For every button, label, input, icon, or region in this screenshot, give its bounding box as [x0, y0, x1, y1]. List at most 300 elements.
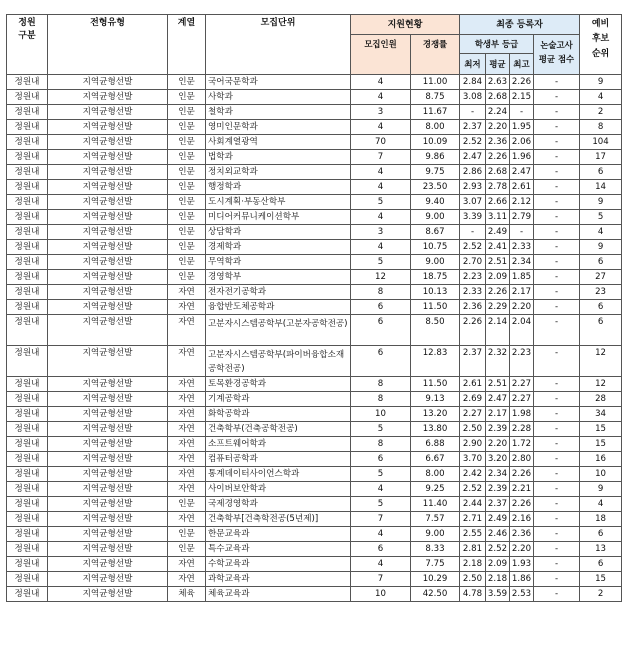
- grade-max-cell: 2.26: [510, 75, 534, 90]
- type-cell: 지역균형선발: [48, 557, 168, 572]
- header-type: 전형유형: [48, 15, 168, 75]
- unit-cell: 국제경영학과: [206, 497, 351, 512]
- grade-avg-cell: 2.39: [486, 482, 510, 497]
- waitlist-cell: 9: [580, 195, 622, 210]
- type-cell: 지역균형선발: [48, 392, 168, 407]
- grade-max-cell: 2.47: [510, 165, 534, 180]
- grade-avg-cell: 2.09: [486, 557, 510, 572]
- grade-max-cell: 1.96: [510, 150, 534, 165]
- essay-cell: -: [534, 270, 580, 285]
- unit-cell: 미디어커뮤니케이션학부: [206, 210, 351, 225]
- ratio-cell: 9.00: [411, 210, 460, 225]
- waitlist-cell: 4: [580, 497, 622, 512]
- group-cell: 정원내: [7, 587, 48, 602]
- type-cell: 지역균형선발: [48, 346, 168, 377]
- grade-min-cell: 2.42: [460, 467, 486, 482]
- grade-min-cell: 2.71: [460, 512, 486, 527]
- grade-avg-cell: 2.68: [486, 90, 510, 105]
- type-cell: 지역균형선발: [48, 315, 168, 346]
- grade-min-cell: 2.23: [460, 270, 486, 285]
- unit-cell: 토목환경공학과: [206, 377, 351, 392]
- quota-cell: 4: [351, 210, 411, 225]
- type-cell: 지역균형선발: [48, 255, 168, 270]
- waitlist-cell: 5: [580, 210, 622, 225]
- waitlist-cell: 23: [580, 285, 622, 300]
- type-cell: 지역균형선발: [48, 225, 168, 240]
- waitlist-cell: 6: [580, 315, 622, 346]
- essay-cell: -: [534, 165, 580, 180]
- essay-cell: -: [534, 572, 580, 587]
- grade-max-cell: 2.27: [510, 377, 534, 392]
- grade-max-cell: 2.80: [510, 452, 534, 467]
- track-cell: 체육: [168, 587, 206, 602]
- track-cell: 자연: [168, 422, 206, 437]
- group-cell: 정원내: [7, 120, 48, 135]
- table-row: [7, 497, 622, 512]
- waitlist-cell: 16: [580, 452, 622, 467]
- grade-avg-cell: 2.26: [486, 285, 510, 300]
- grade-avg-cell: 2.09: [486, 270, 510, 285]
- unit-cell: 법학과: [206, 150, 351, 165]
- waitlist-cell: 12: [580, 377, 622, 392]
- waitlist-cell: 9: [580, 75, 622, 90]
- essay-cell: -: [534, 407, 580, 422]
- group-cell: 정원내: [7, 527, 48, 542]
- type-cell: 지역균형선발: [48, 180, 168, 195]
- quota-cell: 4: [351, 120, 411, 135]
- essay-cell: -: [534, 497, 580, 512]
- essay-cell: -: [534, 285, 580, 300]
- track-cell: 인문: [168, 527, 206, 542]
- grade-min-cell: 2.47: [460, 150, 486, 165]
- table-row: [7, 105, 622, 120]
- grade-min-cell: 2.81: [460, 542, 486, 557]
- grade-min-cell: -: [460, 225, 486, 240]
- table-body: [7, 75, 622, 602]
- unit-cell: 소프트웨어학과: [206, 437, 351, 452]
- grade-max-cell: 1.72: [510, 437, 534, 452]
- track-cell: 인문: [168, 75, 206, 90]
- grade-avg-cell: 2.51: [486, 255, 510, 270]
- grade-avg-cell: 2.20: [486, 437, 510, 452]
- table-row: [7, 392, 622, 407]
- ratio-cell: 11.50: [411, 300, 460, 315]
- type-cell: 지역균형선발: [48, 195, 168, 210]
- quota-cell: 4: [351, 75, 411, 90]
- essay-cell: -: [534, 180, 580, 195]
- grade-min-cell: 3.39: [460, 210, 486, 225]
- grade-max-cell: 2.15: [510, 90, 534, 105]
- waitlist-cell: 4: [580, 225, 622, 240]
- group-cell: 정원내: [7, 437, 48, 452]
- grade-min-cell: 3.70: [460, 452, 486, 467]
- essay-cell: -: [534, 135, 580, 150]
- grade-avg-cell: 2.29: [486, 300, 510, 315]
- track-cell: 자연: [168, 346, 206, 377]
- essay-cell: -: [534, 120, 580, 135]
- essay-cell: -: [534, 527, 580, 542]
- waitlist-cell: 10: [580, 467, 622, 482]
- unit-cell: 사이버보안학과: [206, 482, 351, 497]
- grade-avg-cell: 3.20: [486, 452, 510, 467]
- ratio-cell: 11.40: [411, 497, 460, 512]
- grade-avg-cell: 2.63: [486, 75, 510, 90]
- track-cell: 인문: [168, 542, 206, 557]
- essay-cell: -: [534, 105, 580, 120]
- unit-cell: 기계공학과: [206, 392, 351, 407]
- ratio-cell: 9.13: [411, 392, 460, 407]
- grade-max-cell: 2.61: [510, 180, 534, 195]
- grade-min-cell: 2.84: [460, 75, 486, 90]
- unit-cell: 고분자시스템공학부(파이버융합소재공학전공): [206, 346, 351, 377]
- grade-max-cell: 2.34: [510, 255, 534, 270]
- grade-max-cell: 2.27: [510, 392, 534, 407]
- grade-avg-cell: 2.47: [486, 392, 510, 407]
- table-row: [7, 542, 622, 557]
- table-row: [7, 315, 622, 346]
- quota-cell: 5: [351, 422, 411, 437]
- group-cell: 정원내: [7, 300, 48, 315]
- unit-cell: 도시계획·부동산학부: [206, 195, 351, 210]
- grade-avg-cell: 3.59: [486, 587, 510, 602]
- type-cell: 지역균형선발: [48, 105, 168, 120]
- group-cell: 정원내: [7, 210, 48, 225]
- group-cell: 정원내: [7, 542, 48, 557]
- essay-cell: -: [534, 377, 580, 392]
- group-cell: 정원내: [7, 557, 48, 572]
- grade-avg-cell: 2.26: [486, 150, 510, 165]
- ratio-cell: 7.57: [411, 512, 460, 527]
- essay-cell: -: [534, 315, 580, 346]
- type-cell: 지역균형선발: [48, 422, 168, 437]
- grade-min-cell: 2.69: [460, 392, 486, 407]
- grade-avg-cell: 2.39: [486, 422, 510, 437]
- essay-cell: -: [534, 255, 580, 270]
- quota-cell: 6: [351, 542, 411, 557]
- track-cell: 자연: [168, 315, 206, 346]
- quota-cell: 12: [351, 270, 411, 285]
- quota-cell: 7: [351, 150, 411, 165]
- grade-avg-cell: 2.14: [486, 315, 510, 346]
- group-cell: 정원내: [7, 135, 48, 150]
- group-cell: 정원내: [7, 165, 48, 180]
- essay-cell: -: [534, 392, 580, 407]
- type-cell: 지역균형선발: [48, 587, 168, 602]
- group-cell: 정원내: [7, 285, 48, 300]
- quota-cell: 5: [351, 195, 411, 210]
- group-cell: 정원내: [7, 225, 48, 240]
- header-grade-avg: 평균: [486, 54, 510, 75]
- waitlist-cell: 6: [580, 255, 622, 270]
- grade-avg-cell: 2.17: [486, 407, 510, 422]
- table-row: [7, 300, 622, 315]
- waitlist-cell: 34: [580, 407, 622, 422]
- quota-cell: 8: [351, 285, 411, 300]
- waitlist-cell: 14: [580, 180, 622, 195]
- quota-cell: 5: [351, 255, 411, 270]
- table-row: [7, 377, 622, 392]
- type-cell: 지역균형선발: [48, 165, 168, 180]
- table-row: [7, 452, 622, 467]
- grade-max-cell: 2.26: [510, 467, 534, 482]
- grade-min-cell: 2.36: [460, 300, 486, 315]
- header-applicants: 지원현황: [351, 15, 460, 35]
- waitlist-cell: 2: [580, 587, 622, 602]
- unit-cell: 특수교육과: [206, 542, 351, 557]
- unit-cell: 융합반도체공학과: [206, 300, 351, 315]
- table-row: [7, 422, 622, 437]
- waitlist-cell: 8: [580, 120, 622, 135]
- type-cell: 지역균형선발: [48, 90, 168, 105]
- grade-min-cell: 2.37: [460, 346, 486, 377]
- type-cell: 지역균형선발: [48, 467, 168, 482]
- quota-cell: 6: [351, 300, 411, 315]
- track-cell: 인문: [168, 120, 206, 135]
- grade-min-cell: 2.93: [460, 180, 486, 195]
- type-cell: 지역균형선발: [48, 270, 168, 285]
- grade-min-cell: 2.33: [460, 285, 486, 300]
- unit-cell: 경영학부: [206, 270, 351, 285]
- ratio-cell: 11.50: [411, 377, 460, 392]
- type-cell: 지역균형선발: [48, 542, 168, 557]
- quota-cell: 4: [351, 165, 411, 180]
- group-cell: 정원내: [7, 255, 48, 270]
- essay-cell: -: [534, 346, 580, 377]
- group-cell: 정원내: [7, 75, 48, 90]
- grade-min-cell: 2.50: [460, 422, 486, 437]
- unit-cell: 한문교육과: [206, 527, 351, 542]
- track-cell: 인문: [168, 135, 206, 150]
- group-cell: 정원내: [7, 195, 48, 210]
- ratio-cell: 9.75: [411, 165, 460, 180]
- grade-max-cell: 1.86: [510, 572, 534, 587]
- grade-avg-cell: 2.41: [486, 240, 510, 255]
- ratio-cell: 13.20: [411, 407, 460, 422]
- table-row: [7, 482, 622, 497]
- essay-cell: -: [534, 90, 580, 105]
- quota-cell: 10: [351, 407, 411, 422]
- grade-avg-cell: 2.49: [486, 225, 510, 240]
- grade-max-cell: 2.06: [510, 135, 534, 150]
- grade-min-cell: 4.78: [460, 587, 486, 602]
- quota-cell: 5: [351, 497, 411, 512]
- grade-max-cell: 2.12: [510, 195, 534, 210]
- track-cell: 인문: [168, 150, 206, 165]
- table-row: [7, 587, 622, 602]
- quota-cell: 7: [351, 572, 411, 587]
- essay-cell: -: [534, 75, 580, 90]
- group-cell: 정원내: [7, 240, 48, 255]
- group-cell: 정원내: [7, 270, 48, 285]
- type-cell: 지역균형선발: [48, 497, 168, 512]
- track-cell: 인문: [168, 210, 206, 225]
- header-group: 정원 구분: [7, 15, 48, 75]
- ratio-cell: 10.75: [411, 240, 460, 255]
- type-cell: 지역균형선발: [48, 437, 168, 452]
- ratio-cell: 23.50: [411, 180, 460, 195]
- grade-max-cell: 1.98: [510, 407, 534, 422]
- admissions-table: [6, 14, 622, 602]
- ratio-cell: 9.00: [411, 527, 460, 542]
- header-unit: 모집단위: [206, 15, 351, 75]
- track-cell: 인문: [168, 240, 206, 255]
- ratio-cell: 42.50: [411, 587, 460, 602]
- essay-cell: -: [534, 225, 580, 240]
- header-grade: 학생부 등급: [460, 35, 534, 54]
- quota-cell: 4: [351, 482, 411, 497]
- group-cell: 정원내: [7, 407, 48, 422]
- track-cell: 인문: [168, 225, 206, 240]
- ratio-cell: 11.00: [411, 75, 460, 90]
- grade-max-cell: 2.21: [510, 482, 534, 497]
- grade-min-cell: 3.08: [460, 90, 486, 105]
- unit-cell: 컴퓨터공학과: [206, 452, 351, 467]
- quota-cell: 8: [351, 392, 411, 407]
- grade-max-cell: 2.28: [510, 422, 534, 437]
- table-row: [7, 255, 622, 270]
- ratio-cell: 8.50: [411, 315, 460, 346]
- quota-cell: 7: [351, 512, 411, 527]
- table-row: [7, 572, 622, 587]
- group-cell: 정원내: [7, 572, 48, 587]
- grade-min-cell: 2.86: [460, 165, 486, 180]
- track-cell: 자연: [168, 377, 206, 392]
- header-grade-max: 최고: [510, 54, 534, 75]
- grade-avg-cell: 2.52: [486, 542, 510, 557]
- table-row: [7, 270, 622, 285]
- header-grade-min: 최저: [460, 54, 486, 75]
- table-row: [7, 225, 622, 240]
- type-cell: 지역균형선발: [48, 572, 168, 587]
- grade-avg-cell: 2.66: [486, 195, 510, 210]
- group-cell: 정원내: [7, 482, 48, 497]
- track-cell: 인문: [168, 105, 206, 120]
- type-cell: 지역균형선발: [48, 285, 168, 300]
- type-cell: 지역균형선발: [48, 512, 168, 527]
- ratio-cell: 12.83: [411, 346, 460, 377]
- grade-avg-cell: 2.51: [486, 377, 510, 392]
- track-cell: 자연: [168, 467, 206, 482]
- grade-min-cell: 2.52: [460, 240, 486, 255]
- unit-cell: 무역학과: [206, 255, 351, 270]
- table-row: [7, 90, 622, 105]
- grade-max-cell: 2.36: [510, 527, 534, 542]
- waitlist-cell: 104: [580, 135, 622, 150]
- grade-min-cell: 2.61: [460, 377, 486, 392]
- table-row: [7, 557, 622, 572]
- ratio-cell: 18.75: [411, 270, 460, 285]
- ratio-cell: 11.67: [411, 105, 460, 120]
- ratio-cell: 9.86: [411, 150, 460, 165]
- waitlist-cell: 6: [580, 527, 622, 542]
- grade-avg-cell: 2.68: [486, 165, 510, 180]
- unit-cell: 사학과: [206, 90, 351, 105]
- grade-max-cell: 2.20: [510, 300, 534, 315]
- ratio-cell: 6.88: [411, 437, 460, 452]
- track-cell: 인문: [168, 90, 206, 105]
- group-cell: 정원내: [7, 377, 48, 392]
- group-cell: 정원내: [7, 452, 48, 467]
- quota-cell: 4: [351, 90, 411, 105]
- essay-cell: -: [534, 482, 580, 497]
- header-track: 계열: [168, 15, 206, 75]
- essay-cell: -: [534, 210, 580, 225]
- header-final: 최종 등록자: [460, 15, 580, 35]
- waitlist-cell: 2: [580, 105, 622, 120]
- grade-max-cell: -: [510, 105, 534, 120]
- waitlist-cell: 27: [580, 270, 622, 285]
- essay-cell: -: [534, 587, 580, 602]
- essay-cell: -: [534, 437, 580, 452]
- unit-cell: 체육교육과: [206, 587, 351, 602]
- waitlist-cell: 9: [580, 240, 622, 255]
- ratio-cell: 10.13: [411, 285, 460, 300]
- quota-cell: 4: [351, 557, 411, 572]
- waitlist-cell: 15: [580, 422, 622, 437]
- type-cell: 지역균형선발: [48, 135, 168, 150]
- quota-cell: 3: [351, 105, 411, 120]
- essay-cell: -: [534, 467, 580, 482]
- table-row: [7, 195, 622, 210]
- track-cell: 자연: [168, 392, 206, 407]
- table-row: [7, 437, 622, 452]
- table-row: [7, 512, 622, 527]
- ratio-cell: 9.40: [411, 195, 460, 210]
- grade-avg-cell: 2.36: [486, 135, 510, 150]
- ratio-cell: 9.00: [411, 255, 460, 270]
- table-row: [7, 135, 622, 150]
- grade-max-cell: 2.20: [510, 542, 534, 557]
- unit-cell: 경제학과: [206, 240, 351, 255]
- quota-cell: 8: [351, 377, 411, 392]
- grade-min-cell: 2.44: [460, 497, 486, 512]
- type-cell: 지역균형선발: [48, 240, 168, 255]
- header-quota: 모집인원: [351, 35, 411, 75]
- table-row: [7, 210, 622, 225]
- essay-cell: -: [534, 240, 580, 255]
- type-cell: 지역균형선발: [48, 407, 168, 422]
- grade-avg-cell: 2.49: [486, 512, 510, 527]
- ratio-cell: 10.09: [411, 135, 460, 150]
- unit-cell: 상담학과: [206, 225, 351, 240]
- waitlist-cell: 28: [580, 392, 622, 407]
- grade-avg-cell: 2.32: [486, 346, 510, 377]
- ratio-cell: 9.25: [411, 482, 460, 497]
- group-cell: 정원내: [7, 467, 48, 482]
- type-cell: 지역균형선발: [48, 300, 168, 315]
- grade-avg-cell: 2.46: [486, 527, 510, 542]
- type-cell: 지역균형선발: [48, 377, 168, 392]
- essay-cell: -: [534, 300, 580, 315]
- essay-cell: -: [534, 557, 580, 572]
- header-essay: 논술고사 평균 점수: [534, 35, 580, 75]
- grade-avg-cell: 2.18: [486, 572, 510, 587]
- track-cell: 자연: [168, 437, 206, 452]
- grade-max-cell: 1.85: [510, 270, 534, 285]
- group-cell: 정원내: [7, 90, 48, 105]
- track-cell: 인문: [168, 270, 206, 285]
- grade-min-cell: 2.70: [460, 255, 486, 270]
- table-row: [7, 75, 622, 90]
- essay-cell: -: [534, 150, 580, 165]
- quota-cell: 8: [351, 437, 411, 452]
- type-cell: 지역균형선발: [48, 210, 168, 225]
- group-cell: 정원내: [7, 346, 48, 377]
- quota-cell: 4: [351, 527, 411, 542]
- track-cell: 인문: [168, 180, 206, 195]
- grade-min-cell: 2.52: [460, 135, 486, 150]
- grade-avg-cell: 2.20: [486, 120, 510, 135]
